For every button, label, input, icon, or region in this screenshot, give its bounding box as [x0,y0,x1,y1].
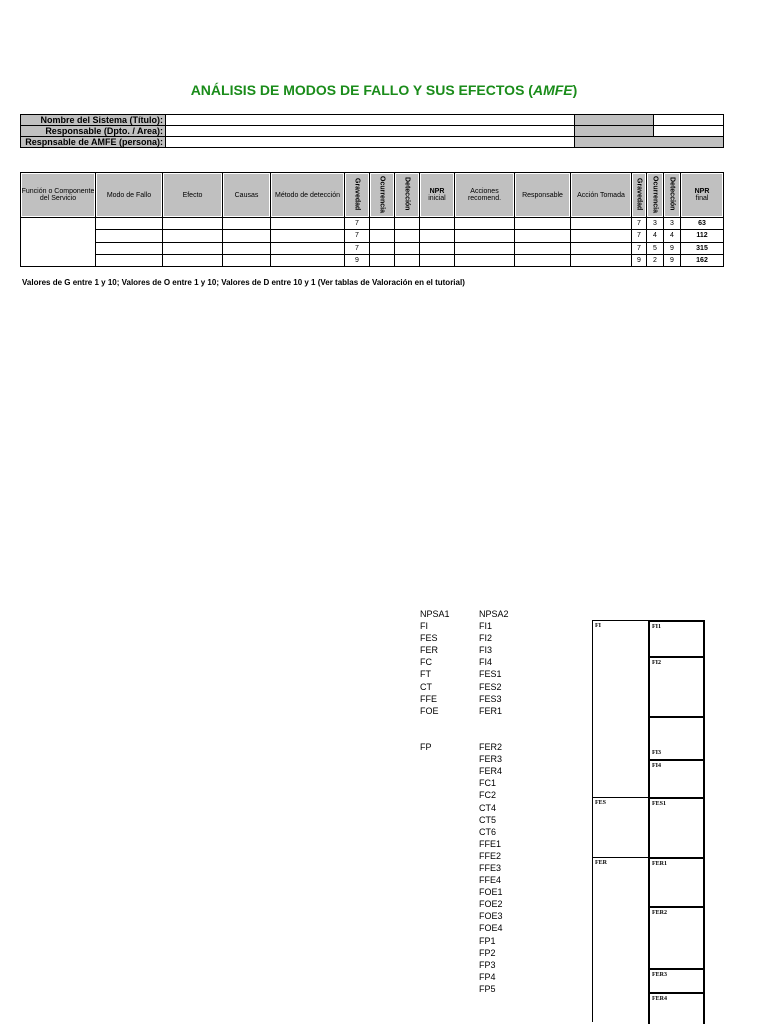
acciones-cell[interactable] [455,242,515,254]
box-fer2: FER2 [648,906,705,970]
responsable-cell[interactable] [515,230,571,242]
code-list-1 [420,608,450,753]
ocurrencia-cell[interactable] [370,242,395,254]
modo-cell[interactable] [96,242,163,254]
header-acciones: Acciones recomend. [455,173,515,218]
box-fer: FER [592,857,649,1022]
metodo-cell[interactable] [271,218,345,230]
gravedad-cell[interactable]: 7 [345,218,370,230]
list-item: FOE [420,705,439,716]
list-item: FER1 [479,705,503,716]
accion-tomada-cell[interactable] [571,242,632,254]
deteccion-cell[interactable] [395,230,420,242]
info-gray-cell [575,126,654,137]
list-item: FP [420,742,432,753]
causas-cell[interactable] [223,242,271,254]
box-fer3: FER3 [648,968,705,994]
amfe-responsible-label: Respnsable de AMFE (persona): [21,137,166,148]
header-funcion: Función o Componente del Servicio [21,173,96,218]
box-fi2: FI2 [648,656,705,718]
header-ocurrencia-2: Ocurrencia [647,173,664,218]
list-item: FFE [420,693,437,704]
header-efecto: Efecto [163,173,223,218]
header-gravedad: Gravedad [345,173,370,218]
amfe-table [20,172,724,267]
deteccion2-cell[interactable]: 4 [664,230,681,242]
npr-inicial-cell[interactable] [420,254,455,266]
header-metodo: Método de detección [271,173,345,218]
list-item: FP4 [479,971,496,982]
npr-inicial-cell[interactable] [420,230,455,242]
efecto-cell[interactable] [163,230,223,242]
header-row [21,173,724,218]
table-row [21,218,724,230]
list-item: FC [420,657,432,668]
header-causas: Causas [223,173,271,218]
list-item: CT6 [479,826,497,837]
ocurrencia2-cell[interactable]: 5 [647,242,664,254]
code-list-2 [479,608,509,995]
ocurrencia2-cell[interactable]: 4 [647,230,664,242]
list-item: FC2 [479,790,497,801]
valoracion-note: Valores de G entre 1 y 10; Valores de O entre 1 y 10; Valores de D entre 10 y 1 (Ver tablas de Valoración en el tutorial) [22,278,465,287]
npr-final-cell[interactable]: 315 [681,242,724,254]
modo-cell[interactable] [96,230,163,242]
acciones-cell[interactable] [455,230,515,242]
list-item: FP2 [479,947,496,958]
efecto-cell[interactable] [163,218,223,230]
causas-cell[interactable] [223,218,271,230]
box-fi: FI [592,620,649,798]
header-deteccion-2: Detección [664,173,681,218]
ocurrencia-cell[interactable] [370,254,395,266]
list-item: FFE3 [479,862,502,873]
list-item: CT4 [479,802,497,813]
list-item: FI [420,621,428,632]
npr-inicial-cell[interactable] [420,242,455,254]
table-row [21,242,724,254]
list-item [479,717,509,729]
list-item: FP5 [479,983,496,994]
gravedad-cell[interactable]: 9 [345,254,370,266]
list-item: FP1 [479,935,496,946]
list-item: FC1 [479,778,497,789]
header-modo: Modo de Fallo [96,173,163,218]
gravedad2-cell[interactable]: 7 [632,230,647,242]
list-item: FP3 [479,959,496,970]
list-item: FER3 [479,754,503,765]
box-fi1: FI1 [648,620,705,658]
list-item: FI4 [479,657,493,668]
header-gravedad-2: Gravedad [632,173,647,218]
table-row [21,254,724,266]
responsable-cell[interactable] [515,218,571,230]
modo-cell[interactable] [96,254,163,266]
deteccion-cell[interactable] [395,218,420,230]
list-item: FOE1 [479,887,503,898]
deteccion2-cell[interactable]: 9 [664,254,681,266]
header-accion-tomada: Acción Tomada [571,173,632,218]
list-item: FOE4 [479,923,503,934]
box-fes1: FES1 [648,797,705,859]
list-item: FT [420,669,431,680]
list-item [479,729,509,741]
list-item: FFE4 [479,875,502,886]
list-item [420,717,450,729]
box-fi4: FI4 [648,759,705,799]
box-fer4: FER4 [648,992,705,1024]
box-fer1: FER1 [648,857,705,908]
npr-inicial-cell[interactable] [420,218,455,230]
gravedad2-cell[interactable]: 7 [632,218,647,230]
header-ocurrencia: Ocurrencia [370,173,395,218]
list-item [420,729,450,741]
responsible-field[interactable] [166,126,575,137]
responsible-label: Responsable (Dpto. / Area): [21,126,166,137]
list-item: FER4 [479,766,503,777]
causas-cell[interactable] [223,230,271,242]
header-responsable: Responsable [515,173,571,218]
list-item: FER [420,645,438,656]
list-item: FES1 [479,669,502,680]
deteccion-cell[interactable] [395,242,420,254]
info-gray-cell [575,115,654,126]
efecto-cell[interactable] [163,242,223,254]
list-item: CT [420,681,432,692]
list-item: FES2 [479,681,502,692]
header-deteccion: Detección [395,173,420,218]
list-item: NPSA2 [479,609,509,619]
list-item: FOE3 [479,911,503,922]
list-item: FFE2 [479,850,502,861]
system-info-table [20,114,724,148]
table-row [21,230,724,242]
list-item: CT5 [479,814,497,825]
list-item: FI1 [479,621,493,632]
gravedad-cell[interactable]: 7 [345,242,370,254]
accion-tomada-cell[interactable] [571,230,632,242]
modo-cell[interactable] [96,218,163,230]
causas-cell[interactable] [223,254,271,266]
info-gray-cell [575,137,724,148]
system-name-label: Nombre del Sistema (Título): [21,115,166,126]
list-item: FES3 [479,693,502,704]
deteccion-cell[interactable] [395,254,420,266]
gravedad2-cell[interactable]: 9 [632,254,647,266]
accion-tomada-cell[interactable] [571,254,632,266]
ocurrencia2-cell[interactable]: 2 [647,254,664,266]
accion-tomada-cell[interactable] [571,218,632,230]
gravedad2-cell[interactable]: 7 [632,242,647,254]
ocurrencia2-cell[interactable]: 3 [647,218,664,230]
npr-final-cell[interactable]: 63 [681,218,724,230]
acciones-cell[interactable] [455,218,515,230]
list-item: FI3 [479,645,493,656]
funcion-cell[interactable] [21,218,96,267]
header-npr-inicial: NPR inicial [420,173,455,218]
metodo-cell[interactable] [271,230,345,242]
responsable-cell[interactable] [515,254,571,266]
box-fes: FES [592,797,649,858]
list-item: FI2 [479,633,493,644]
npr-final-cell[interactable]: 112 [681,230,724,242]
system-name-field[interactable] [166,115,575,126]
acciones-cell[interactable] [455,254,515,266]
deteccion2-cell[interactable]: 9 [664,242,681,254]
ocurrencia-cell[interactable] [370,218,395,230]
info-extra-field[interactable] [654,126,724,137]
list-item: FFE1 [479,838,502,849]
box-fi3: FI3 [648,716,705,761]
list-item: NPSA1 [420,609,450,619]
list-item: FES [420,633,438,644]
metodo-cell[interactable] [271,254,345,266]
npr-final-cell[interactable]: 162 [681,254,724,266]
efecto-cell[interactable] [163,254,223,266]
responsable-cell[interactable] [515,242,571,254]
list-item: FOE2 [479,899,503,910]
ocurrencia-cell[interactable] [370,230,395,242]
amfe-responsible-field[interactable] [166,137,575,148]
list-item: FER2 [479,742,503,753]
page-title: ANÁLISIS DE MODOS DE FALLO Y SUS EFECTOS (AMFE) [190,82,578,98]
header-npr-final: NPR final [681,173,724,218]
info-extra-field[interactable] [654,115,724,126]
deteccion2-cell[interactable]: 3 [664,218,681,230]
metodo-cell[interactable] [271,242,345,254]
gravedad-cell[interactable]: 7 [345,230,370,242]
